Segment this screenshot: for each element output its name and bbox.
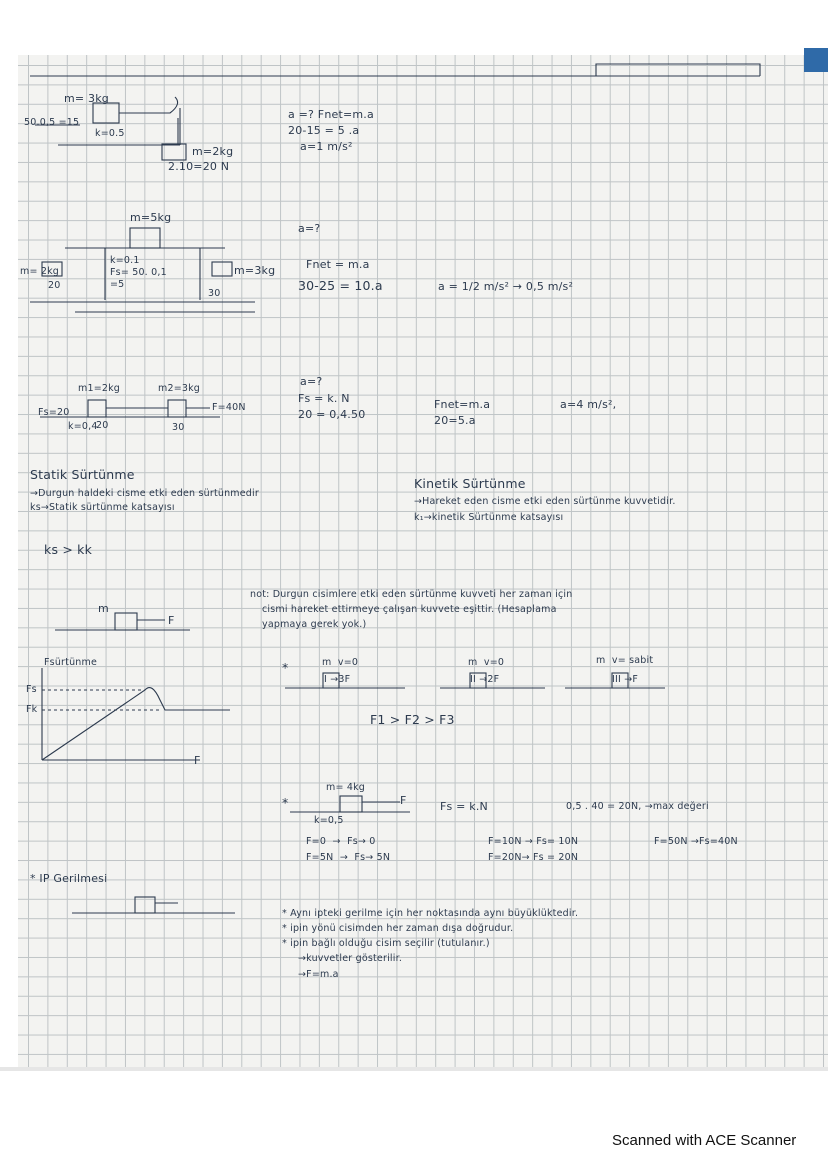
kinetik-line-0: →Hareket eden cisme etki eden sürtünme kuvvetidir. bbox=[414, 496, 676, 507]
ip-line-1: * ipin yönü cisimden her zaman dışa doğrudur. bbox=[282, 923, 514, 934]
p1-friction-left: 50.0,5 =15 bbox=[24, 117, 80, 128]
p1-calc-0: a =? Fnet=m.a bbox=[288, 108, 374, 121]
p1-mass-top: m= 3kg bbox=[64, 92, 109, 105]
p2-fs-val: =5 bbox=[110, 279, 125, 290]
ip-line-3: →kuvvetler gösterilir. bbox=[298, 953, 403, 964]
diag-F: F bbox=[168, 614, 175, 627]
p3-fs: Fs=20 bbox=[38, 407, 70, 418]
graph-fk: Fk bbox=[26, 704, 38, 715]
ip-block bbox=[135, 897, 155, 913]
p3-calc-2: 20 = 0,4.50 bbox=[298, 408, 366, 421]
friction-curve bbox=[42, 688, 230, 760]
ex-mass: m= 4kg bbox=[326, 782, 366, 793]
p1-weight: 2.10=20 N bbox=[168, 160, 230, 173]
p3-k: k=0,4 bbox=[68, 421, 98, 432]
p2-calc-2: 30-25 = 10.a bbox=[298, 278, 383, 293]
p3-calc-1: Fs = k. N bbox=[298, 392, 350, 405]
p2-mass-left: m= 2kg bbox=[20, 266, 60, 277]
p3-w1: 20 bbox=[96, 420, 109, 431]
p3-calc2-0: Fnet=m.a bbox=[434, 398, 491, 411]
p2-right-block bbox=[212, 262, 232, 276]
ex-fs: Fs = k.N bbox=[440, 800, 488, 813]
p3-block-2 bbox=[168, 400, 186, 417]
diag-m: m bbox=[98, 602, 109, 615]
p2-k: k=0.1 bbox=[110, 255, 140, 266]
not-line-1: cismi hareket ettirmeye çalışan kuvvete eşittir. (Hesaplama bbox=[262, 604, 557, 615]
p2-mass-top: m=5kg bbox=[130, 211, 172, 224]
p3-result: a=4 m/s², bbox=[560, 398, 617, 411]
p2-w-left: 20 bbox=[48, 280, 61, 291]
graph-x-label: F bbox=[194, 754, 201, 767]
p3-block-1 bbox=[88, 400, 106, 417]
ks-greater-kk: ks > kk bbox=[44, 542, 93, 557]
p2-result: a = 1/2 m/s² → 0,5 m/s² bbox=[438, 280, 574, 293]
kinetik-title: Kinetik Sürtünme bbox=[414, 476, 526, 491]
statik-line-1: ks→Statik sürtünme katsayısı bbox=[30, 502, 175, 513]
case3-top: m v= sabit bbox=[596, 655, 654, 666]
p3-calc-0: a=? bbox=[300, 375, 323, 388]
statik-title: Statik Sürtünme bbox=[30, 467, 135, 482]
p3-m2: m2=3kg bbox=[158, 383, 201, 394]
case2-top: m v=0 bbox=[468, 657, 505, 668]
graph-y-label: Fsürtünme bbox=[44, 657, 98, 668]
case3-bottom: III →F bbox=[612, 674, 639, 685]
p1-calc-2: a=1 m/s² bbox=[300, 140, 353, 153]
m-block bbox=[115, 613, 137, 630]
case1-top: m v=0 bbox=[322, 657, 359, 668]
ex-right-1: F=20N→ Fs = 20N bbox=[488, 852, 579, 863]
p3-calc2-1: 20=5.a bbox=[434, 414, 476, 427]
kinetik-line-1: k₁→kinetik Sürtünme katsayısı bbox=[414, 512, 564, 523]
p1-hang-block bbox=[162, 144, 186, 160]
ex-k: k=0,5 bbox=[314, 815, 344, 826]
p2-w-right: 30 bbox=[208, 288, 221, 299]
p2-fs: Fs= 50. 0,1 bbox=[110, 267, 167, 278]
ip-line-2: * ipin bağlı olduğu cisim seçilir (tutulanır.) bbox=[282, 938, 490, 949]
ip-line-0: * Aynı ipteki gerilme için her noktasında aynı büyüklüktedir. bbox=[282, 908, 579, 919]
p1-rope bbox=[119, 97, 178, 113]
p1-mass-hang: m=2kg bbox=[192, 145, 234, 158]
ex-F: F bbox=[400, 794, 407, 807]
ex-left-1: F=5N → Fs→ 5N bbox=[306, 852, 391, 863]
ip-line-4: →F=m.a bbox=[298, 969, 339, 980]
asterisk-1: * bbox=[282, 660, 289, 675]
p2-calc-0: a=? bbox=[298, 222, 321, 235]
header-box bbox=[596, 64, 760, 76]
p1-top-block bbox=[93, 103, 119, 123]
not-line-2: yapmaya gerek yok.) bbox=[262, 619, 367, 630]
graph-fs: Fs bbox=[26, 684, 37, 695]
case2-bottom: II →2F bbox=[470, 674, 500, 685]
p1-k: k=0.5 bbox=[95, 128, 125, 139]
ex-left-0: F=0 → Fs→ 0 bbox=[306, 836, 376, 847]
ex-right-0: F=10N → Fs= 10N bbox=[488, 836, 579, 847]
p3-w2: 30 bbox=[172, 422, 185, 433]
p2-top-block bbox=[130, 228, 160, 248]
scanner-footer: Scanned with ACE Scanner bbox=[612, 1132, 797, 1149]
ex-max: 0,5 . 40 = 20N, →max değeri bbox=[566, 801, 709, 812]
case1-bottom: I →3F bbox=[324, 674, 351, 685]
p2-calc-1: Fnet = m.a bbox=[306, 258, 370, 271]
asterisk-2: * bbox=[282, 795, 289, 810]
p2-mass-right: m=3kg bbox=[234, 264, 276, 277]
p3-f: F=40N bbox=[212, 402, 246, 413]
ex-block bbox=[340, 796, 362, 812]
ex-far: F=50N →Fs=40N bbox=[654, 836, 738, 847]
p3-m1: m1=2kg bbox=[78, 383, 121, 394]
ip-title: * IP Gerilmesi bbox=[30, 872, 108, 885]
statik-line-0: →Durgun haldeki cisme etki eden sürtünmedir bbox=[30, 488, 259, 499]
p1-calc-1: 20-15 = 5 .a bbox=[288, 124, 360, 137]
not-line-0: not: Durgun cisimlere etki eden sürtünme kuvveti her zaman için bbox=[250, 589, 573, 600]
order-line: F1 > F2 > F3 bbox=[370, 712, 455, 727]
